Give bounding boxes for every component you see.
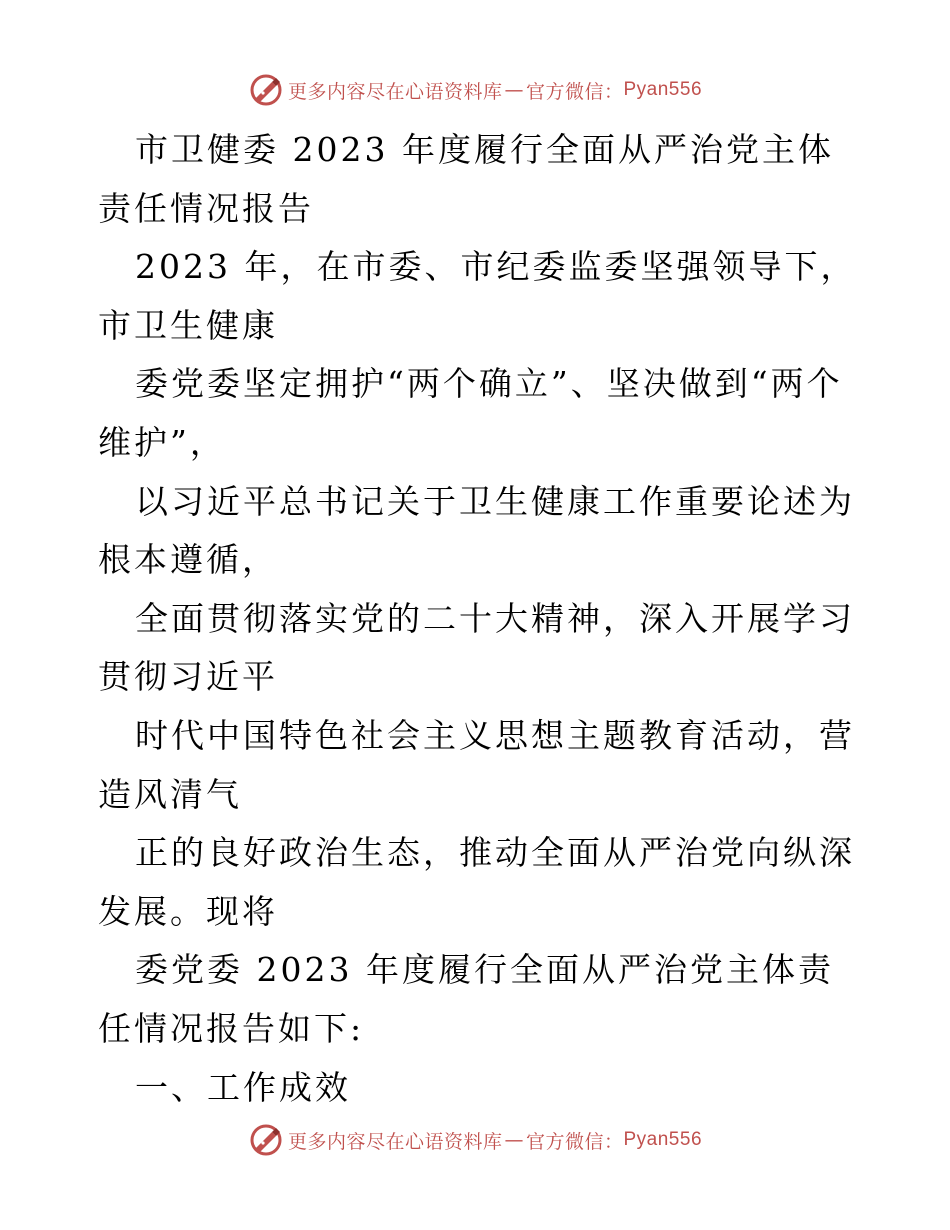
paragraph-line: 全面贯彻落实党的二十大精神，深入开展学习贯彻习近平 bbox=[98, 598, 855, 697]
banner-dash: — bbox=[504, 79, 524, 101]
pen-logo-icon bbox=[248, 1122, 284, 1158]
banner-contact-label: 官方微信： bbox=[525, 1130, 624, 1153]
pen-logo-icon bbox=[248, 72, 284, 108]
paragraph-line: 时代中国特色社会主义思想主题教育活动，营造风清气 bbox=[98, 715, 855, 814]
footer-banner bbox=[0, 1120, 950, 1160]
paragraph-line: 委党委坚定拥护“两个确立”、坚决做到“两个维护”， bbox=[98, 364, 843, 462]
banner-dash: — bbox=[504, 1129, 524, 1151]
paragraph-line: 2023 年，在市委、市纪委监委坚强领导下，市卫生健康 bbox=[98, 247, 857, 345]
banner-text: 更多内容尽在心语资料库 bbox=[287, 1130, 503, 1153]
banner-contact-id: Pyan556 bbox=[623, 79, 703, 100]
banner-contact-id: Pyan556 bbox=[623, 1129, 703, 1150]
document-title: 市卫健委 2023 年度履行全面从严治党主体责任情况报告 bbox=[98, 130, 834, 228]
banner-contact-label: 官方微信： bbox=[525, 80, 624, 103]
section-heading: 一、工作成效 bbox=[135, 1067, 351, 1107]
paragraph-line: 委党委 2023 年度履行全面从严治党主体责任情况报告如下: bbox=[98, 950, 834, 1048]
paragraph-line: 正的良好政治生态，推动全面从严治党向纵深发展。现将 bbox=[98, 833, 855, 931]
paragraph-line: 以习近平总书记关于卫生健康工作重要论述为根本遵循， bbox=[98, 481, 855, 580]
header-banner bbox=[0, 70, 950, 110]
banner-text: 更多内容尽在心语资料库 bbox=[287, 80, 503, 103]
document-body bbox=[98, 121, 858, 1117]
